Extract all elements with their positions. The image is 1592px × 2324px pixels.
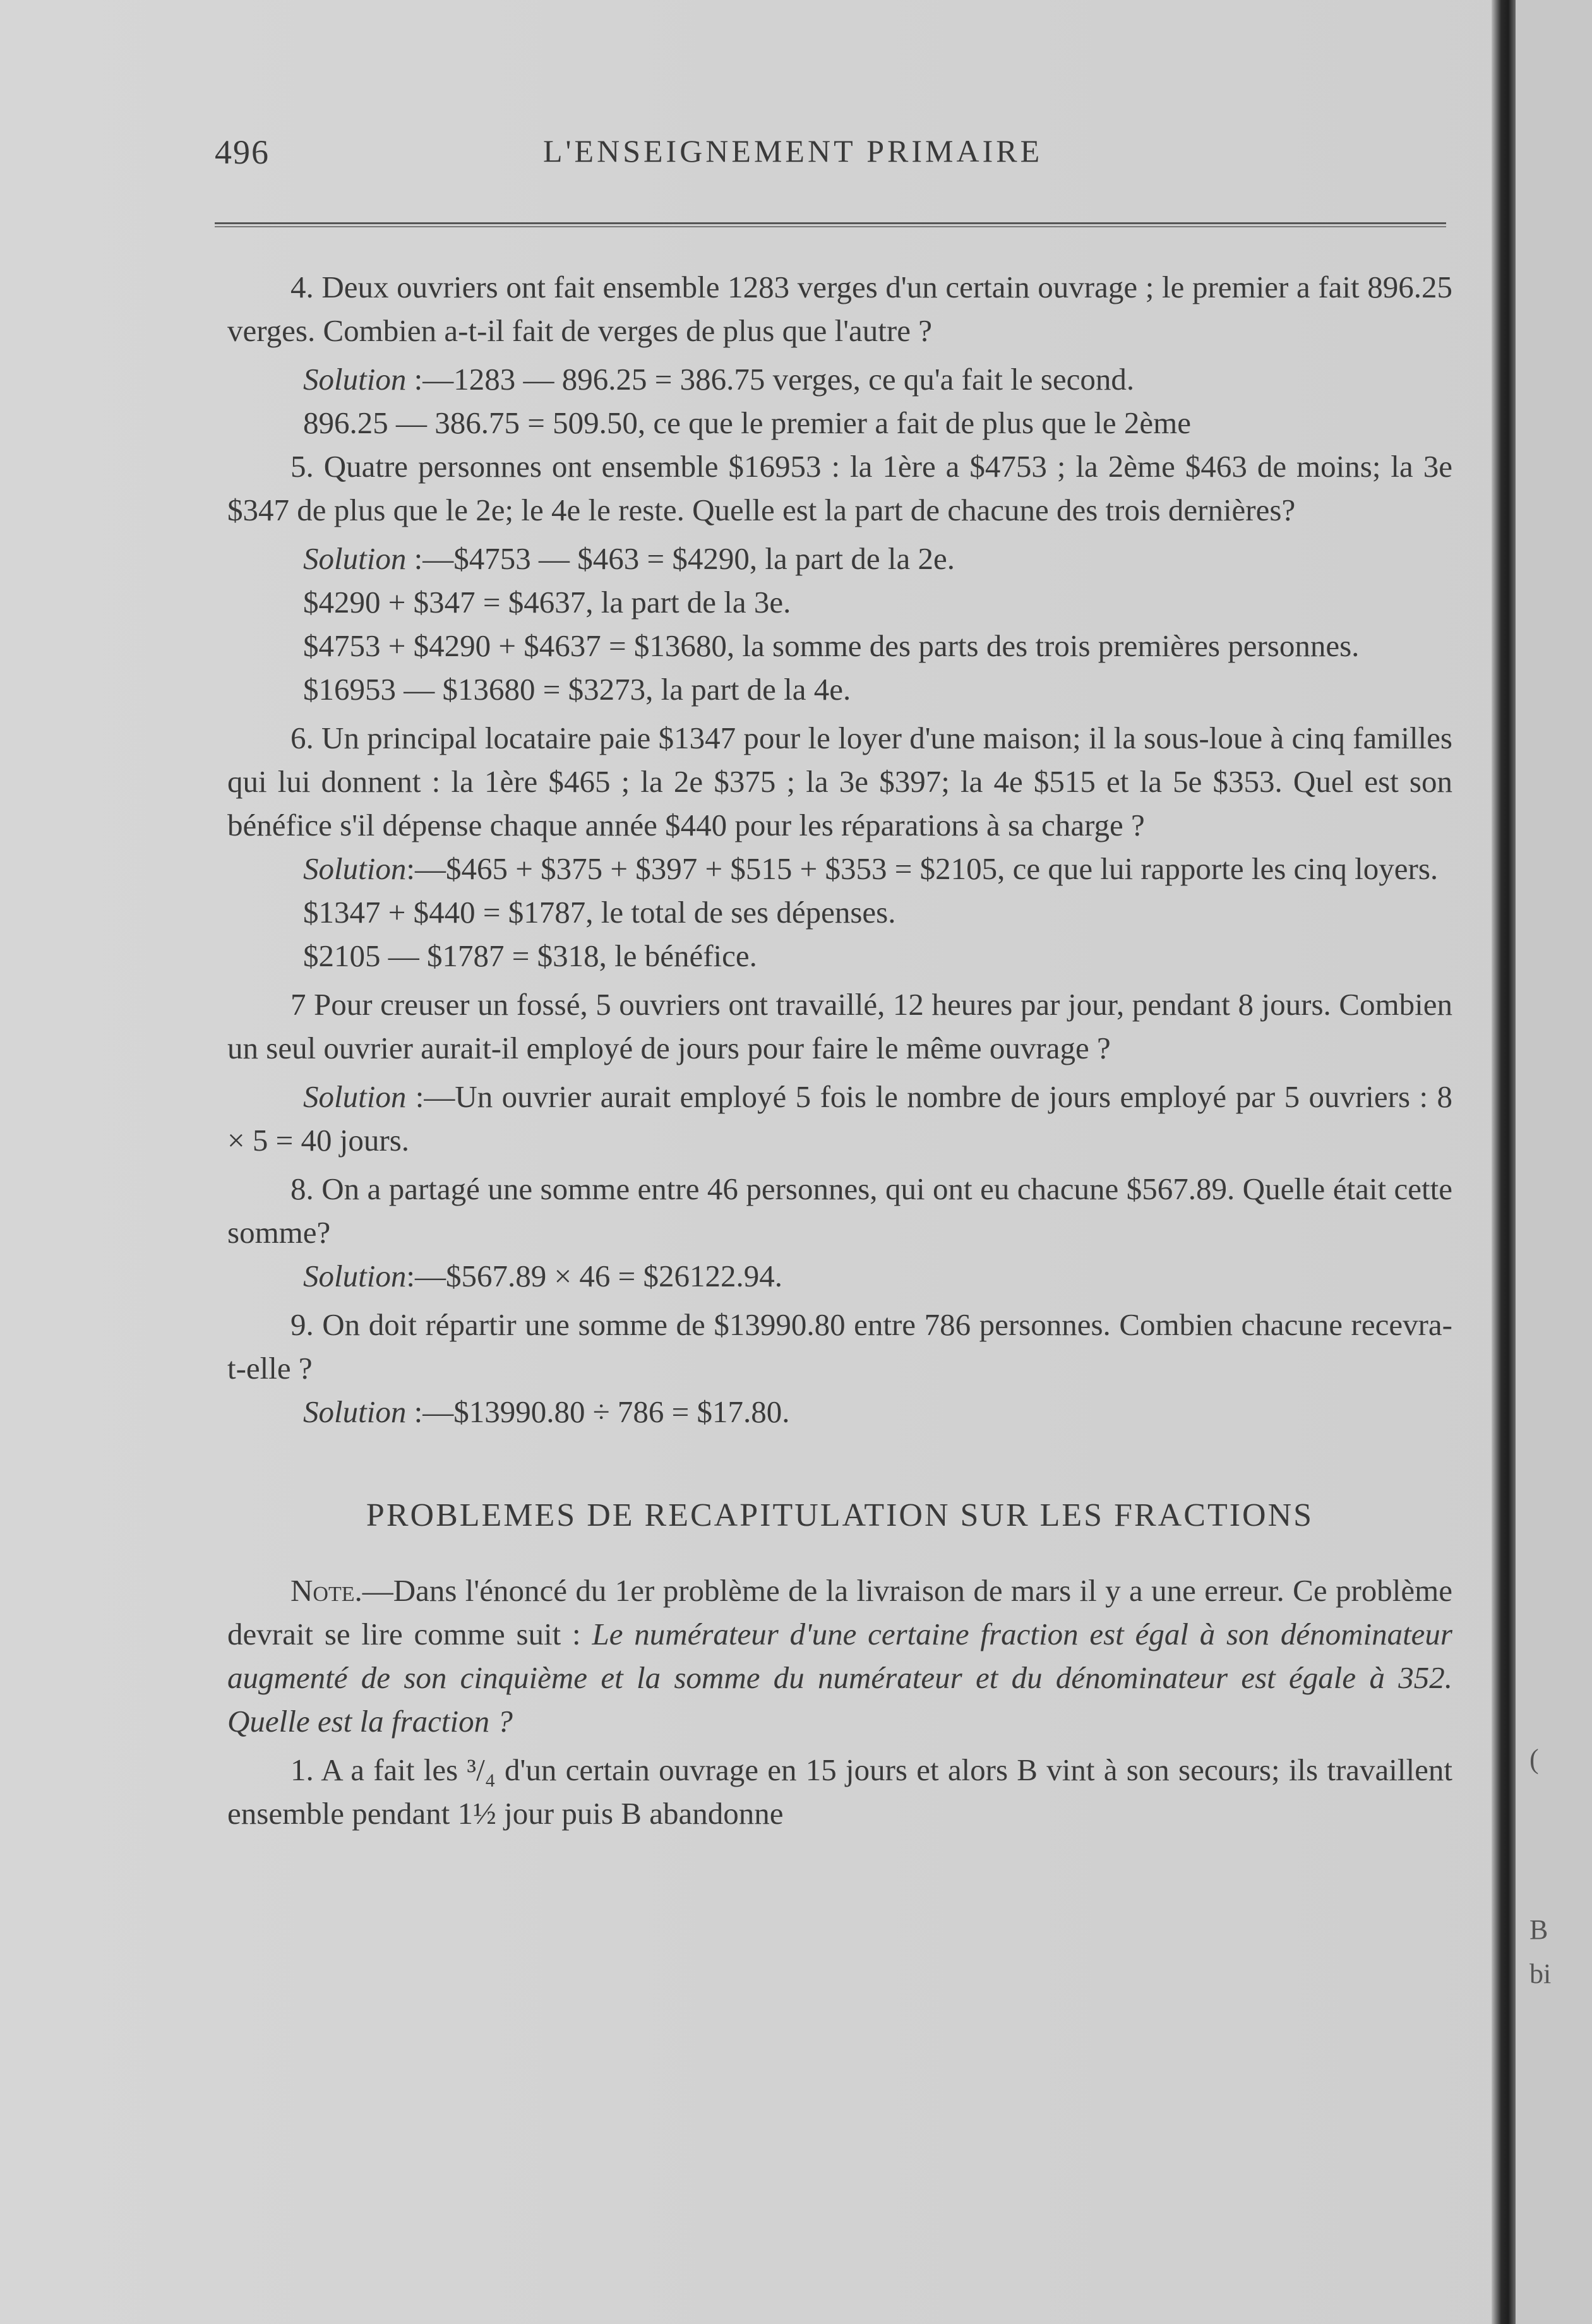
page-header [215,133,1446,183]
note-text: —Dans l'énoncé du 1er problème de la livraison de mars il y a une erreur. Ce problème devrait se lire comme suit : [227,1573,1452,1651]
margin-fragment: ( [1529,1744,1539,1775]
solution-label: Solution [303,1394,407,1429]
solution-label: Solution [303,1259,407,1293]
solution-line: :—$13990.80 ÷ 786 = $17.80. [406,1394,790,1429]
solution-line: :—$4753 — $463 = $4290, la part de la 2e. [406,541,955,576]
solution-label: Solution [303,541,407,576]
solution-line: :—Un ouvrier aurait employé 5 fois le nombre de jours employé par 5 ouvriers : 8 × 5 = 40 jours. [227,1079,1452,1158]
problem-8-solution [227,1254,1452,1298]
solution-label: Solution [303,851,407,886]
problem-7-statement: 7 Pour creuser un fossé, 5 ouvriers ont travaillé, 12 heures par jour, pendant 8 jours. Combien un seul ouvrier aurait-il employé de jours pour faire le même ouvrage ? [227,987,1452,1065]
problem-6-solution [227,847,1452,890]
problem-4-solution [227,357,1452,401]
solution-line: 896.25 — 386.75 = 509.50, ce que le premier a fait de plus que le 2ème [303,405,1192,440]
problem-9-statement: 9. On doit répartir une somme de $13990.80 entre 786 personnes. Combien chacune recevra-t-elle ? [227,1307,1452,1386]
problem-5-statement: 5. Quatre personnes ont ensemble $16953 : la 1ère a $4753 ; la 2ème $463 de moins; la 3e $347 de plus que le 2e; le 4e le reste. Quelle est la part de chacune des trois dernières? [227,449,1452,527]
solution-line: $16953 — $13680 = $3273, la part de la 4e. [303,672,851,707]
page-body [227,265,1452,1835]
solution-line: $4290 + $347 = $4637, la part de la 3e. [303,585,791,620]
solution-line: :—1283 — 896.25 = 386.75 verges, ce qu'a fait le second. [406,362,1135,397]
fractions-problem-1: 1. A a fait les ³/₄ d'un certain ouvrage en 15 jours et alors B vint à son secours; ils travaillent ensemble pendant 1½ jour puis B abandonne [227,1752,1452,1831]
solution-label: Solution [303,362,407,397]
problem-5-solution [227,537,1452,580]
margin-fragment: B [1529,1914,1548,1945]
problem-7-solution [227,1075,1452,1162]
problem-9-solution [227,1390,1452,1434]
problem-4-statement: 4. Deux ouvriers ont fait ensemble 1283 verges d'un certain ouvrage ; le premier a fait 896.25 verges. Combien a-t-il fait de verges de plus que l'autre ? [227,270,1452,348]
section-title: PROBLEMES DE RECAPITULATION SUR LES FRACTIONS [366,1497,1314,1533]
solution-line: :—$465 + $375 + $397 + $515 + $353 = $2105, ce que lui rapporte les cinq loyers. [406,851,1439,886]
problem-8-statement: 8. On a partagé une somme entre 46 personnes, qui ont eu chacune $567.89. Quelle était cette somme? [227,1171,1452,1250]
margin-fragment: bi [1529,1958,1552,1989]
problem-6-statement: 6. Un principal locataire paie $1347 pour le loyer d'une maison; il la sous-loue à cinq familles qui lui donnent : la 1ère $465 ; la 2e $375 ; la 3e $397; la 4e $515 et la 5e $353. Quel est son bénéfice s'il dépense chaque année $440 pour les réparations à sa charge ? [227,721,1452,842]
note-corrected-problem: Le numérateur d'une certaine fraction est égal à son dénominateur augmenté de son cinquième et la somme du numérateur et du dénominateur est égale à 352. Quelle est la fraction ? [227,1617,1452,1739]
facing-page-edge [1516,0,1592,2324]
header-rule [215,222,1446,227]
solution-label: Solution [303,1079,407,1114]
solution-line: $1347 + $440 = $1787, le total de ses dépenses. [303,895,896,930]
page-number: 496 [215,133,270,171]
solution-line: $4753 + $4290 + $4637 = $13680, la somme des parts des trois premières personnes. [303,628,1360,663]
section-note [227,1569,1452,1743]
solution-line: $2105 — $1787 = $318, le bénéfice. [303,938,757,973]
note-label: Note. [290,1573,362,1608]
running-title: L'ENSEIGNEMENT PRIMAIRE [543,133,1043,169]
solution-line: :—$567.89 × 46 = $26122.94. [406,1259,782,1293]
book-spine [1492,0,1516,2324]
